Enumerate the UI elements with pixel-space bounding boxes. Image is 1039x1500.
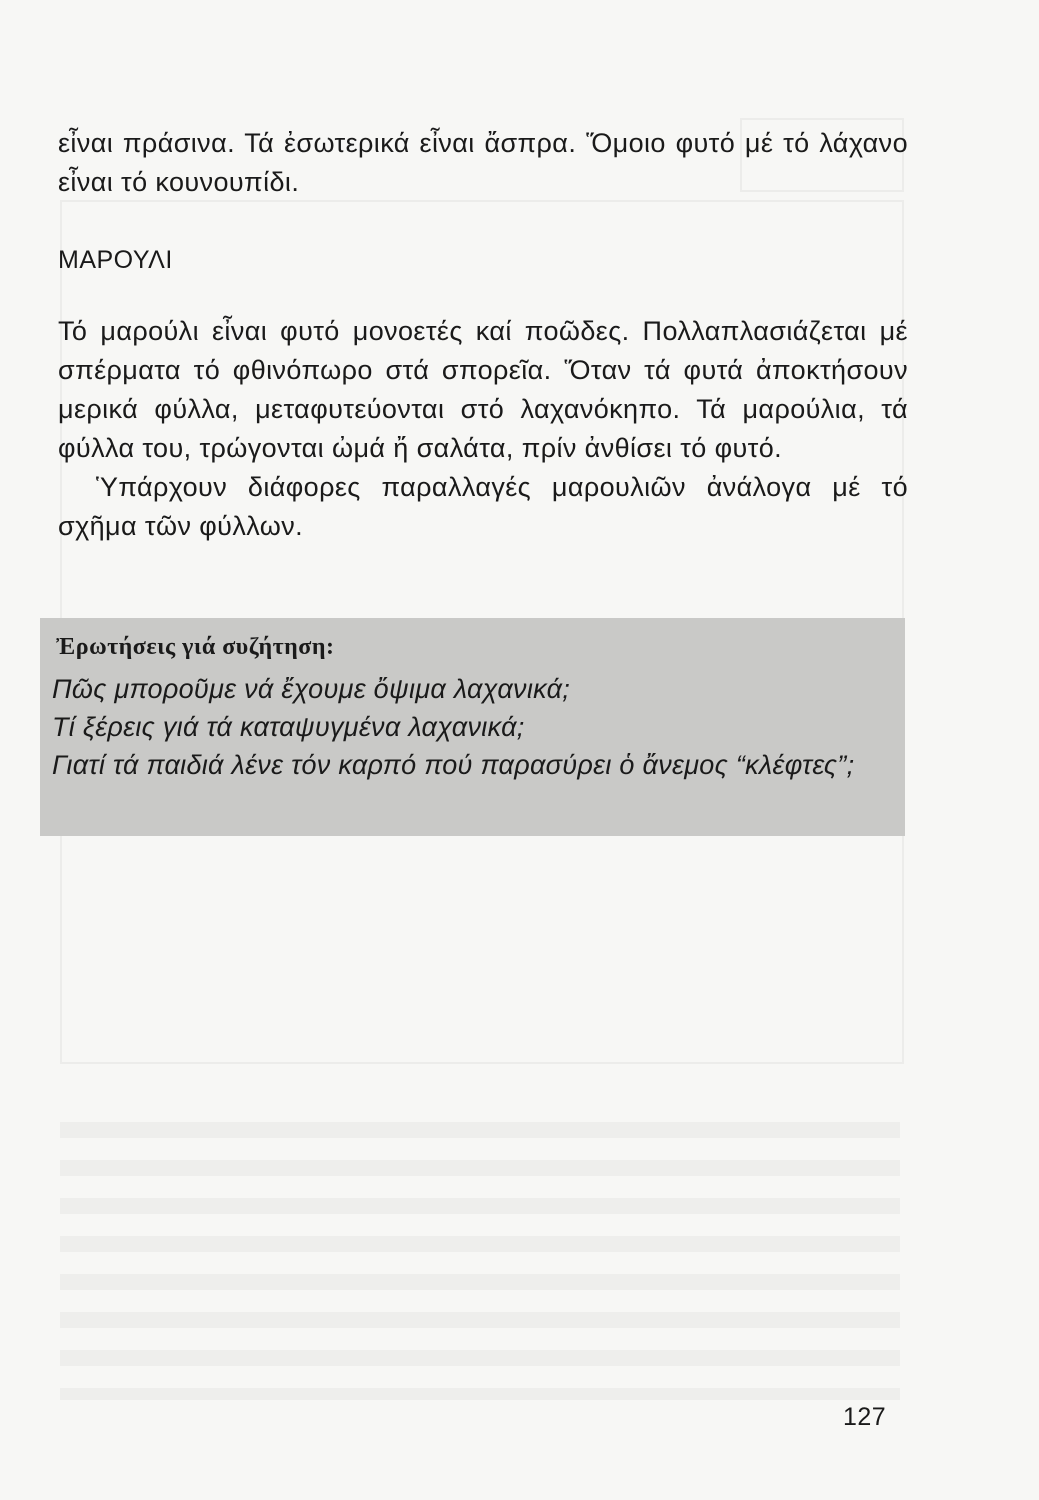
body-paragraph-1: Τό μαρούλι εἶναι φυτό μονοετές καί ποῶδες. Πολλαπλασιάζεται μέ σπέρματα τό φθινόπωρο στά σπορεῖα. Ὅταν τά φυτά ἀποκτήσουν μερικά φύλλα, μεταφυτεύονται στό λαχανόκηπο. Τά μαρούλια, τά φύλλα του, τρώγονται ὠμά ἤ σαλάτα, πρίν ἀνθίσει τό φυτό.: [58, 316, 908, 463]
question-item: Γιατί τά παιδιά λένε τόν καρπό πού παρασύρει ὁ ἄνεμος “κλέφτες”;: [52, 750, 855, 780]
questions-list: [52, 670, 892, 784]
question-item: Πῶς μποροῦμε νά ἔχουμε ὄψιμα λαχανικά;: [52, 674, 571, 704]
discussion-questions-box: [40, 618, 905, 836]
bleed-through-text: [60, 1100, 900, 1400]
question-item: Τί ξέρεις γιά τά καταψυγμένα λαχανικά;: [52, 712, 525, 742]
body-paragraph-2: Ὑπάρχουν διάφορες παραλλαγές μαρουλιῶν ἀνάλογα μέ τό σχῆμα τῶν φύλλων.: [58, 472, 908, 541]
intro-paragraph: [58, 124, 908, 202]
questions-title: Ἐρωτήσεις γιά συζήτηση:: [56, 634, 335, 660]
section-body: [58, 312, 908, 546]
section-heading: ΜΑΡΟΥΛΙ: [58, 246, 173, 274]
page-number: 127: [843, 1403, 887, 1431]
intro-text: εἶναι πράσινα. Τά ἐσωτερικά εἶναι ἄσπρα. Ὅμοιο φυτό μέ τό λάχανο εἶναι τό κουνουπίδι.: [58, 128, 908, 197]
